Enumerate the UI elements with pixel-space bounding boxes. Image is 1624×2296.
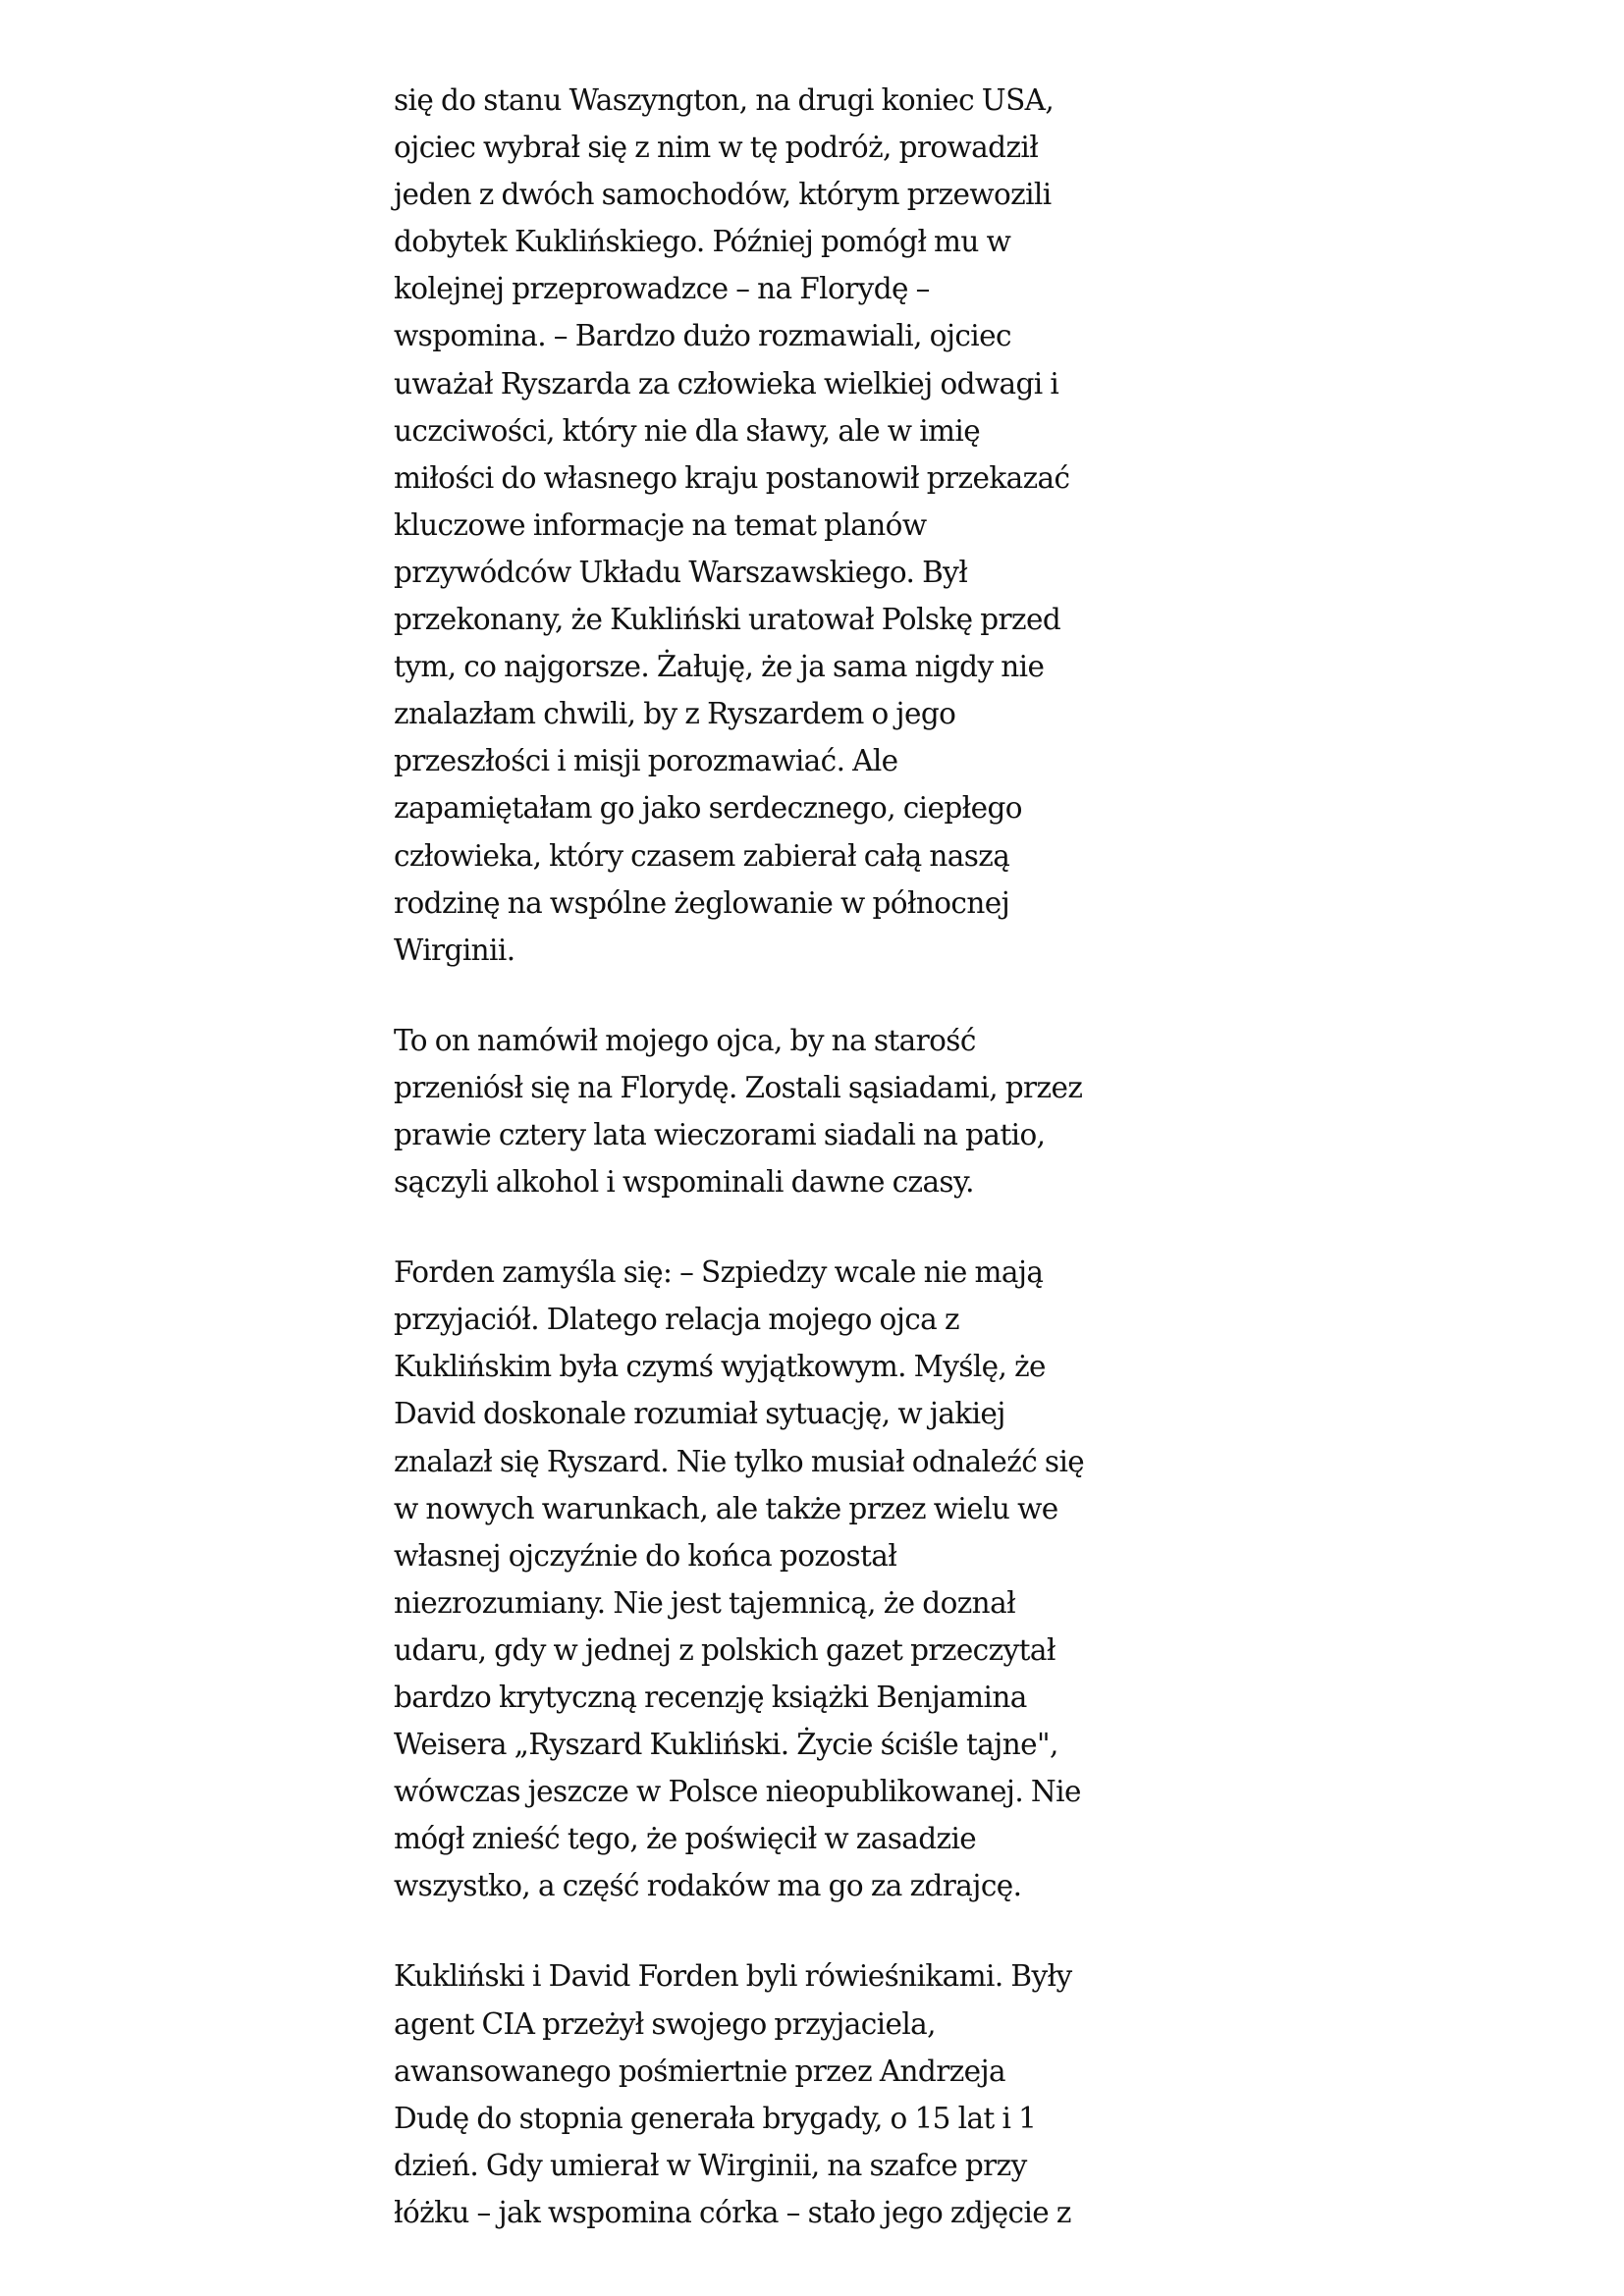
paragraph-line: Wirginii.: [394, 933, 515, 967]
paragraph-line: przeszłości i misji porozmawiać. Ale: [394, 744, 898, 778]
paragraph-line: dzień. Gdy umierał w Wirginii, na szafce przy: [394, 2148, 1027, 2182]
paragraph-line: David doskonale rozumiał sytuację, w jakiej: [394, 1397, 1005, 1431]
paragraph-line: wspomina. – Bardzo dużo rozmawiali, ojciec: [394, 319, 1011, 353]
paragraph-line: w nowych warunkach, ale także przez wielu we: [394, 1491, 1058, 1525]
paragraph-line: znalazł się Ryszard. Nie tylko musiał odnaleźć się: [394, 1444, 1085, 1478]
paragraph-line: człowieka, który czasem zabierał całą naszą: [394, 838, 1010, 873]
paragraph-line: miłości do własnego kraju postanowił przekazać: [394, 460, 1070, 495]
paragraph-line: Weisera „Ryszard Kukliński. Życie ściśle tajne",: [394, 1728, 1058, 1762]
paragraph-line: wówczas jeszcze w Polsce nieopublikowanej. Nie: [394, 1775, 1081, 1809]
paragraph-line: agent CIA przeżył swojego przyjaciela,: [394, 2006, 936, 2041]
paragraph-line: własnej ojczyźnie do końca pozostał: [394, 1538, 897, 1573]
paragraph-line: prawie cztery lata wieczorami siadali na patio,: [394, 1117, 1046, 1151]
paragraph-line: tym, co najgorsze. Żałuję, że ja sama nigdy nie: [394, 650, 1045, 684]
paragraph-line: uważał Ryszarda za człowieka wielkiej odwagi i: [394, 366, 1059, 400]
article-paragraph: [394, 1017, 1083, 1205]
paragraph-line: sączyli alkohol i wspominali dawne czasy.: [394, 1165, 974, 1200]
paragraph-line: Dudę do stopnia generała brygady, o 15 lat i 1: [394, 2101, 1037, 2135]
paragraph-line: zapamiętałam go jako serdecznego, ciepłego: [394, 791, 1022, 826]
paragraph-line: Kuklińskim była czymś wyjątkowym. Myślę, że: [394, 1350, 1046, 1384]
paragraph-line: uczciwości, który nie dla sławy, ale w imię: [394, 413, 981, 448]
paragraph-line: Kukliński i David Forden byli rówieśnikami. Były: [394, 1959, 1072, 1994]
paragraph-line: ojciec wybrał się z nim w tę podróż, prowadził: [394, 131, 1039, 165]
paragraph-line: przekonany, że Kukliński uratował Polskę przed: [394, 603, 1061, 637]
paragraph-line: jeden z dwóch samochodów, którym przewozili: [394, 178, 1052, 212]
paragraph-line: Forden zamyśla się: – Szpiedzy wcale nie mają: [394, 1255, 1044, 1290]
paragraph-line: niezrozumiany. Nie jest tajemnicą, że doznał: [394, 1585, 1016, 1620]
article-paragraph: [394, 1249, 1085, 1909]
article-paragraph: [394, 1952, 1072, 2236]
paragraph-line: łóżku – jak wspomina córka – stało jego zdjęcie z: [394, 2195, 1071, 2229]
article-text-column: [394, 77, 1085, 2279]
paragraph-line: bardzo krytyczną recenzję książki Benjamina: [394, 1681, 1027, 1714]
article-paragraph: [394, 77, 1070, 974]
paragraph-line: się do stanu Waszyngton, na drugi koniec USA,: [394, 83, 1055, 117]
paragraph-line: kluczowe informacje na temat planów: [394, 507, 927, 542]
paragraph-line: przeniósł się na Florydę. Zostali sąsiadami, przez: [394, 1070, 1083, 1104]
paragraph-line: kolejnej przeprowadzce – na Florydę –: [394, 272, 930, 306]
paragraph-line: udaru, gdy w jednej z polskich gazet przeczytał: [394, 1632, 1056, 1667]
paragraph-line: rodzinę na wspólne żeglowanie w północnej: [394, 885, 1010, 920]
paragraph-line: mógł znieść tego, że poświęcił w zasadzie: [394, 1822, 977, 1856]
paragraph-line: przyjaciół. Dlatego relacja mojego ojca z: [394, 1303, 959, 1337]
paragraph-line: awansowanego pośmiertnie przez Andrzeja: [394, 2054, 1006, 2088]
paragraph-line: znalazłam chwili, by z Ryszardem o jego: [394, 697, 956, 731]
paragraph-line: dobytek Kuklińskiego. Później pomógł mu w: [394, 225, 1011, 259]
paragraph-line: przywódców Układu Warszawskiego. Był: [394, 555, 968, 589]
paragraph-line: To on namówił mojego ojca, by na starość: [394, 1023, 976, 1057]
paragraph-line: wszystko, a część rodaków ma go za zdrajcę.: [394, 1869, 1022, 1903]
